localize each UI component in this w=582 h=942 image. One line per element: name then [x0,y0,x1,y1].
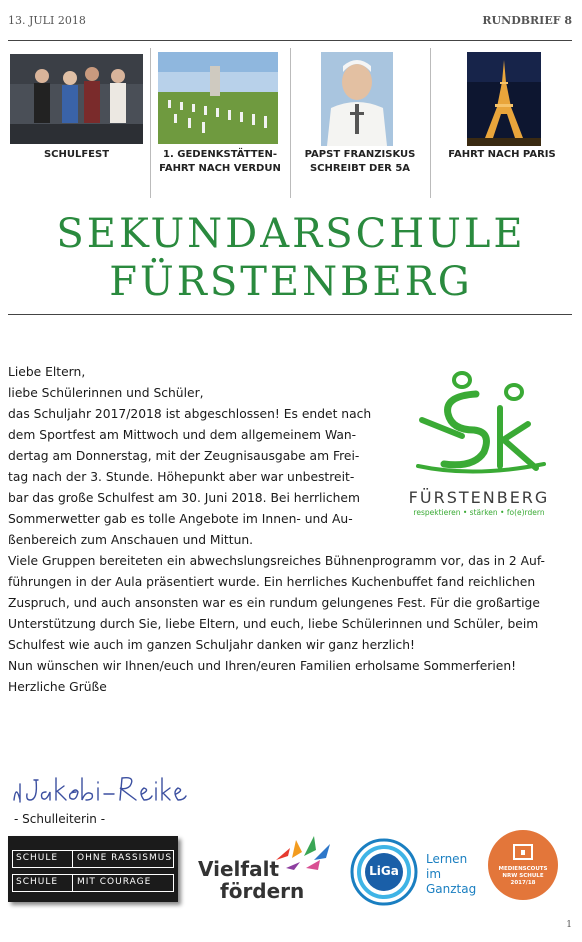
teaser-caption-line: PAPST FRANZISKUS [304,149,416,160]
teaser-caption-verdun[interactable] [150,148,290,176]
teaser-caption-paris[interactable]: FAHRT NACH PARIS [448,149,556,160]
paragraph-line: ßenbereich zum Anschauen und Mittun. [8,533,254,547]
paragraph-1 [8,404,378,551]
sor-row [12,874,174,892]
war-cemetery-photo[interactable] [158,52,278,144]
school-title-line: SEKUNDARSCHULE [56,211,526,257]
page-number: 1 [566,920,572,930]
teaser-separator [430,48,431,198]
liga-logo[interactable] [350,836,480,912]
paragraph-line: dertag am Donnerstag, mit der Zeugnisausgabe am Frei- [8,449,360,463]
pope-portrait-photo[interactable] [321,52,393,146]
paragraph-line: Schulfest wie auch im ganzen Schuljahr danken wir ganz herzlich! [8,638,415,652]
award-ceremony-photo[interactable] [10,54,143,144]
paragraph-line: Viele Gruppen bereiteten ein abwechslungsreiches Bühnenprogramm vor, das in 2 Auf- [8,554,545,568]
vielfalt-foerdern-logo[interactable] [196,836,336,906]
sor-cell: MIT COURAGE [77,877,152,887]
newsletter-date: 13. JULI 2018 [8,14,86,27]
liga-text [426,852,476,897]
medienscouts-line: MEDIENSCOUTS [498,866,548,872]
newsletter-issue: RUNDBRIEF 8 [482,14,572,27]
signer-title: - Schulleiterin - [14,812,106,826]
medienscouts-text [488,866,558,887]
masthead-rule [8,314,572,315]
vielfalt-line: Vielfalt [198,857,280,881]
school-logo-tagline: respektieren • stärken • fo(e)rdern [413,508,545,517]
teaser-caption-schulfest[interactable]: SCHULFEST [43,149,110,160]
paragraph-line: Sommerwetter gab es tolle Angebote im Innen- und Au- [8,512,353,526]
header-rule [8,40,572,41]
medienscouts-line: NRW SCHULE [502,873,544,879]
schule-ohne-rassismus-logo[interactable] [8,836,178,902]
eiffel-tower-photo[interactable] [467,52,541,146]
medienscouts-logo[interactable] [488,830,558,900]
teaser-caption-line: FAHRT NACH VERDUN [159,163,281,174]
liga-line: Lernen [426,852,468,866]
teaser-caption-pope[interactable] [290,148,430,176]
paragraph-3: Nun wünschen wir Ihnen/euch und Ihren/euren Familien erholsame Sommerferien! [8,659,517,673]
liga-line: im [426,867,442,881]
school-logo-name: FÜRSTENBERG [408,488,550,507]
medienscouts-line: 2017/18 [510,880,536,886]
liga-line: Ganztag [426,882,477,896]
sor-cell: SCHULE [13,851,73,867]
teaser-caption-line: 1. GEDENKSTÄTTEN- [163,149,277,160]
school-title [0,210,582,306]
paragraph-2 [8,551,574,656]
salutation: liebe Schülerinnen und Schüler, [8,386,204,400]
paragraph-line: dem Sportfest am Mittwoch und dem allgemeinem Wan- [8,428,357,442]
paragraph-line: führungen in der Aula präsentiert wurde. Ein herrliches Kuchenbuffet fand reichlichen [8,575,536,589]
paragraph-line: Zuspruch, und auch ansonsten war es ein rundum gelungenes Fest. Für die großartige [8,596,540,610]
paragraph-line: tag nach der 3. Stunde. Höhepunkt aber war unbestreit- [8,470,355,484]
paragraph-line: Unterstützung durch Sie, liebe Eltern, und euch, liebe Schülerinnen und Schüler, beim [8,617,539,631]
paragraph-line: bar das große Schulfest am 30. Juni 2018. Bei herrlichem [8,491,360,505]
salutation: Liebe Eltern, [8,365,86,379]
screen-icon [513,844,533,860]
sor-cell: OHNE RASSISMUS [77,853,173,863]
liga-badge-text: LiGa [369,864,399,878]
paragraph-line: das Schuljahr 2017/2018 ist abgeschlossen! Es endet nach [8,407,372,421]
signature [10,770,190,814]
letter-body [8,362,574,698]
vielfalt-line: fördern [220,879,305,903]
school-title-line: FÜRSTENBERG [109,259,473,305]
teaser-caption-line: SCHREIBT DER 5A [309,163,411,174]
closing: Herzliche Grüße [8,680,107,694]
sor-cell: SCHULE [13,875,73,891]
sor-row [12,850,174,868]
